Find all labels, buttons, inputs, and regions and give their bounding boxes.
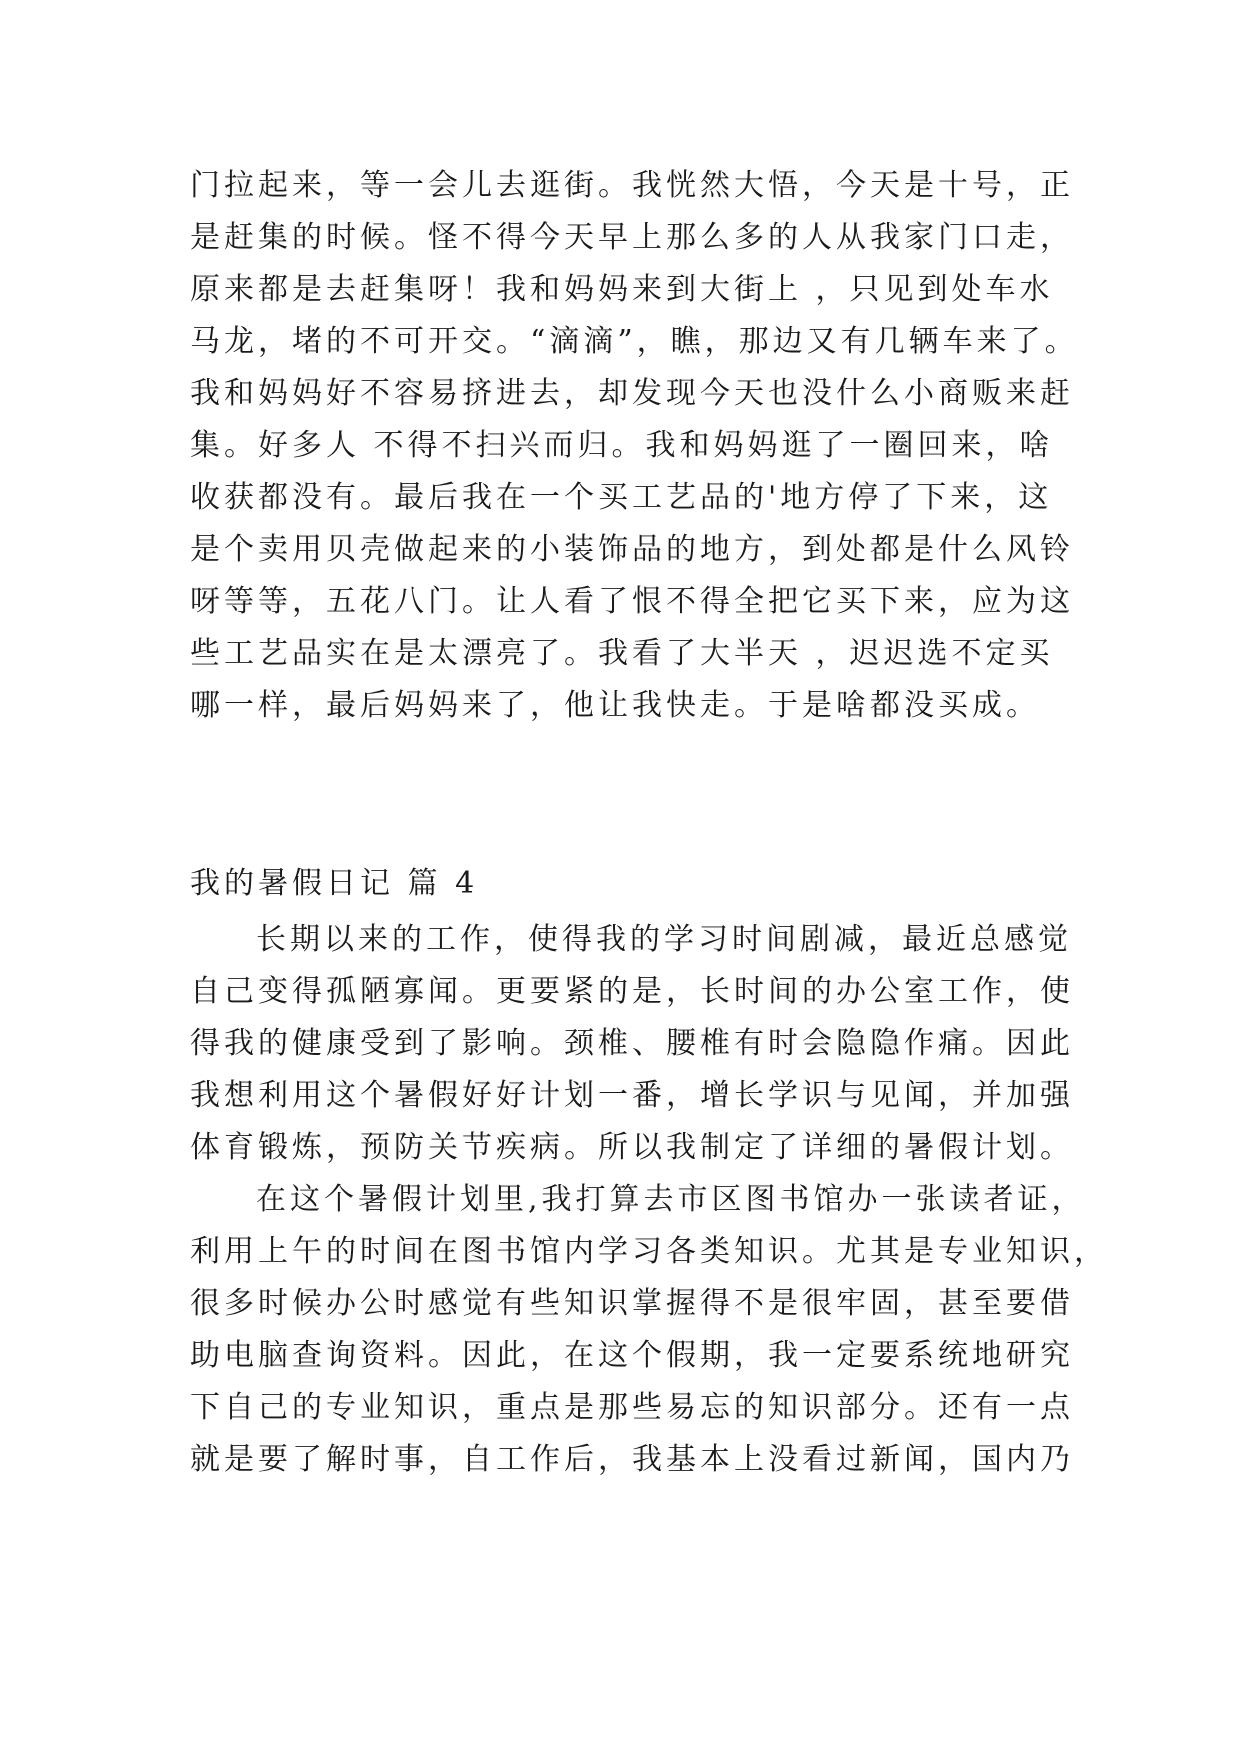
paragraph-line: 集。好多人 不得不扫兴而归。我和妈妈逛了一圈回来，啥 <box>190 428 1054 463</box>
paragraph-line: 助电脑查询资料。因此，在这个假期，我一定要系统地研究 <box>190 1338 1074 1373</box>
paragraph-line: 很多时候办公时感觉有些知识掌握得不是很牢固，甚至要借 <box>190 1286 1074 1321</box>
paragraph-line: 马龙，堵的不可开交。“滴滴”，瞧，那边又有几辆车来了。 <box>190 324 1079 359</box>
paragraph-line: 呀等等，五花八门。让人看了恨不得全把它买下来，应为这 <box>190 584 1074 619</box>
paragraph-1 <box>190 160 1079 732</box>
paragraph-line: 原来都是去赶集呀！我和妈妈来到大街上 ，只见到处车水 <box>190 272 1054 307</box>
paragraph-line: 是赶集的时候。怪不得今天早上那么多的人从我家门口走， <box>190 220 1074 255</box>
paragraph-line: 门拉起来，等一会儿去逛街。我恍然大悟，今天是十号，正 <box>190 168 1074 203</box>
paragraph-line: 就是要了解时事，自工作后，我基本上没看过新闻，国内乃 <box>190 1442 1074 1477</box>
paragraph-line: 自己变得孤陋寡闻。更要紧的是，长时间的办公室工作，使 <box>190 974 1074 1009</box>
paragraph-line: 利用上午的时间在图书馆内学习各类知识。尤其是专业知识， <box>190 1234 1108 1269</box>
section-heading <box>190 858 1070 910</box>
paragraph-line: 些工艺品实在是太漂亮了。我看了大半天 ，迟迟选不定买 <box>190 636 1054 671</box>
paragraph-line: 在这个暑假计划里,我打算去市区图书馆办一张读者证， <box>256 1182 1086 1217</box>
paragraph-line: 下自己的专业知识，重点是那些易忘的知识部分。还有一点 <box>190 1390 1074 1425</box>
paragraph-line: 收获都没有。最后我在一个买工艺品的'地方停了下来，这 <box>190 480 1053 515</box>
paragraph-line: 我想利用这个暑假好好计划一番，增长学识与见闻，并加强 <box>190 1078 1074 1113</box>
heading-text: 我的暑假日记 篇 4 <box>190 866 479 901</box>
paragraph-line: 体育锻炼，预防关节疾病。所以我制定了详细的暑假计划。 <box>190 1130 1074 1165</box>
paragraph-line: 是个卖用贝壳做起来的小装饰品的地方，到处都是什么风铃 <box>190 532 1074 567</box>
paragraphs-2-3 <box>190 914 1108 1486</box>
paragraph-line: 得我的健康受到了影响。颈椎、腰椎有时会隐隐作痛。因此 <box>190 1026 1074 1061</box>
paragraph-line: 长期以来的工作，使得我的学习时间剧减，最近总感觉 <box>256 922 1072 957</box>
paragraph-line: 我和妈妈好不容易挤进去，却发现今天也没什么小商贩来赶 <box>190 376 1074 411</box>
paragraph-line: 哪一样，最后妈妈来了，他让我快走。于是啥都没买成。 <box>190 688 1040 723</box>
